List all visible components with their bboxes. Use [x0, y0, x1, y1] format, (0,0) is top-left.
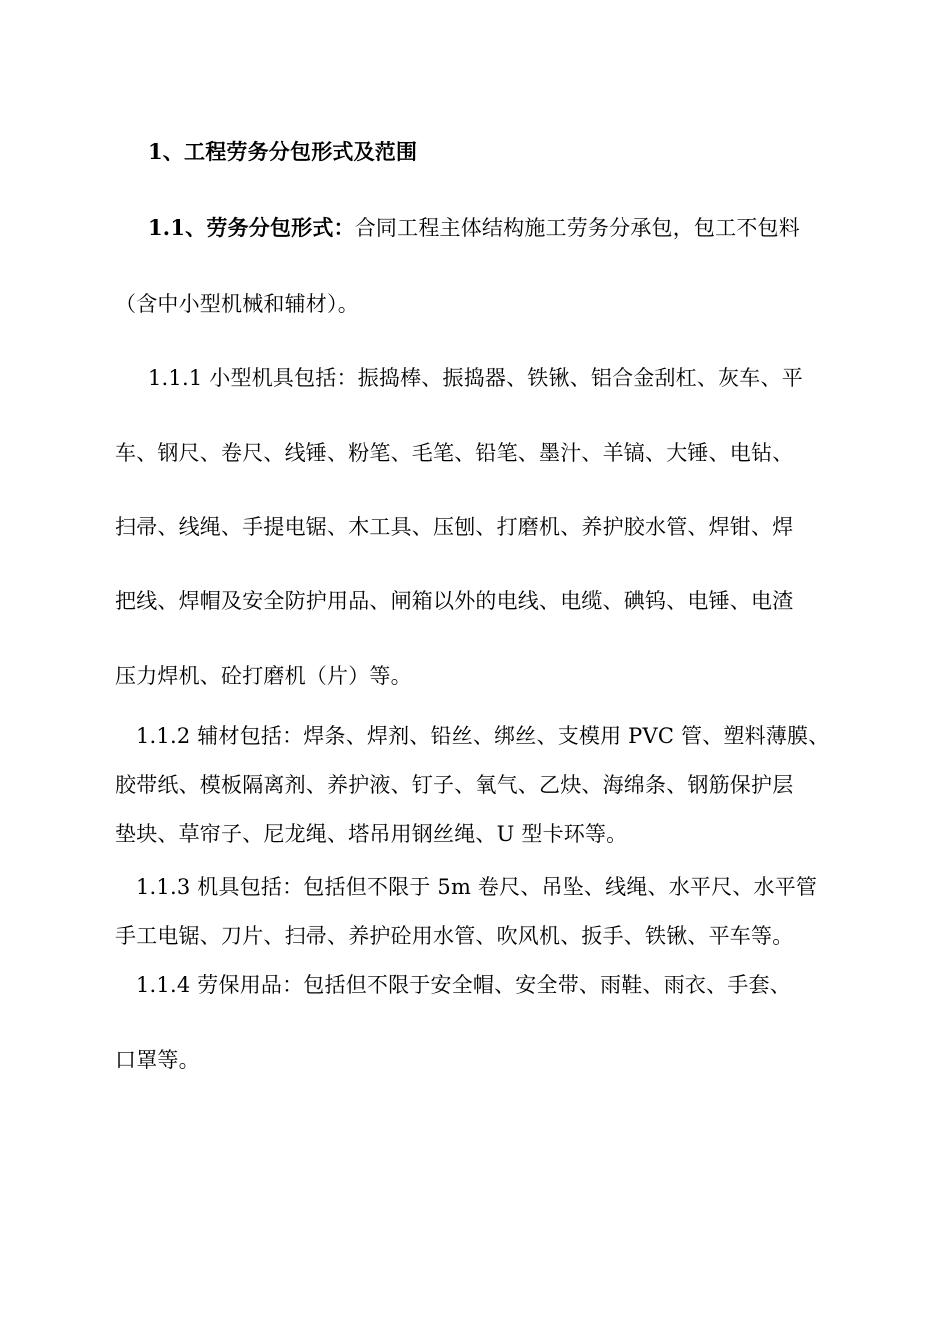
paragraph-1-1-1-line-5: 压力焊机、砼打磨机（片）等。 — [115, 664, 412, 688]
paragraph-1-1-2-line-3: 垫块、草帘子、尼龙绳、塔吊用钢丝绳、U 型卡环等。 — [115, 822, 628, 846]
paragraph-1-1-line-1 — [148, 216, 800, 240]
paragraph-1-1-4-line-2: 口罩等。 — [115, 1048, 200, 1072]
paragraph-1-1-line-2: （含中小型机械和辅材）。 — [115, 292, 359, 316]
paragraph-1-1-2-line-2: 胶带纸、模板隔离剂、养护液、钉子、氧气、乙炔、海绵条、钢筋保护层 — [115, 773, 794, 797]
paragraph-1-1-3-line-2: 手工电锯、刀片、扫帚、养护砼用水管、吹风机、扳手、铁锹、平车等。 — [115, 924, 794, 948]
paragraph-1-1-1-line-4: 把线、焊帽及安全防护用品、闸箱以外的电线、电缆、碘钨、电锤、电渣 — [115, 589, 794, 613]
paragraph-1-1-4-line-1: 1.1.4 劳保用品：包括但不限于安全帽、安全带、雨鞋、雨衣、手套、 — [136, 973, 791, 997]
paragraph-1-1-1-line-3: 扫帚、线绳、手提电锯、木工具、压刨、打磨机、养护胶水管、焊钳、焊 — [115, 515, 794, 539]
paragraph-1-1-2-line-1: 1.1.2 辅材包括：焊条、焊剂、铅丝、绑丝、支模用 PVC 管、塑料薄膜、 — [136, 724, 830, 748]
paragraph-1-1-1-line-2: 车、钢尺、卷尺、线锤、粉笔、毛笔、铅笔、墨汁、羊镐、大锤、电钻、 — [115, 441, 794, 465]
paragraph-1-1-3-line-1: 1.1.3 机具包括：包括但不限于 5m 卷尺、吊坠、线绳、水平尺、水平管 — [136, 875, 818, 899]
section-heading: 1、工程劳务分包形式及范围 — [148, 139, 418, 164]
paragraph-1-1-text: 合同工程主体结构施工劳务分承包，包工不包料 — [354, 216, 800, 240]
paragraph-1-1-1-line-1: 1.1.1 小型机具包括：振捣棒、振捣器、铁锹、铝合金刮杠、灰车、平 — [148, 366, 803, 390]
paragraph-1-1-label: 1.1、劳务分包形式： — [148, 215, 355, 240]
